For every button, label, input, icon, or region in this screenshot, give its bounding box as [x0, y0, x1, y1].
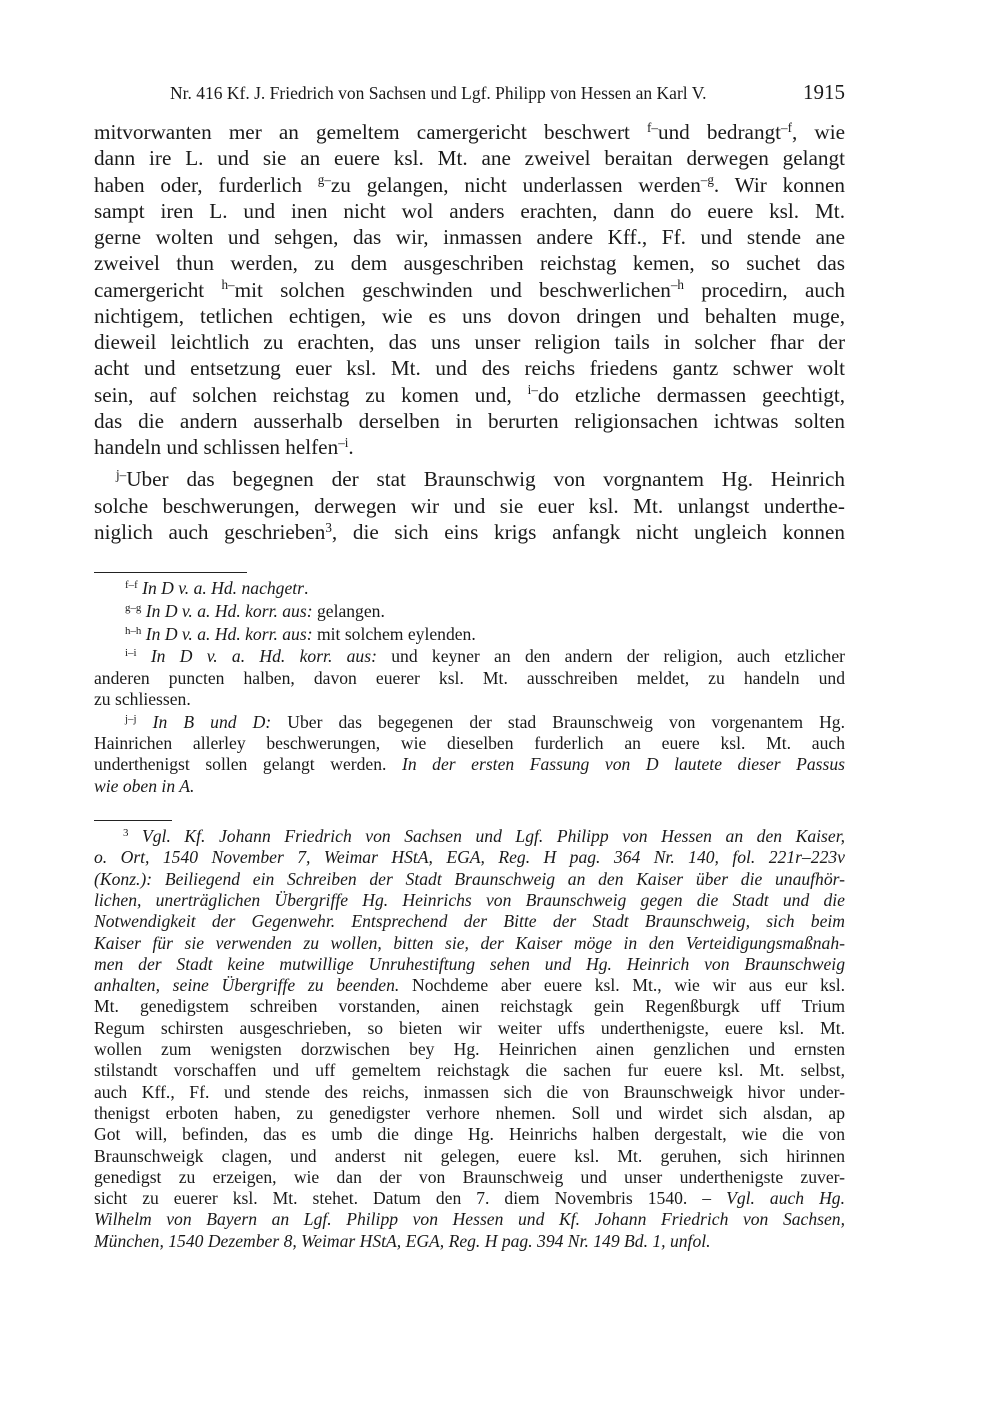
italic-text: wie oben in A. — [94, 775, 195, 796]
text-run: zu schliessen. — [94, 689, 191, 709]
text-line — [125, 578, 845, 598]
text-run — [137, 712, 153, 732]
italic-text: In D v. a. Hd. korr. aus: — [145, 600, 313, 621]
text-line — [94, 408, 845, 434]
text-line — [94, 1209, 845, 1229]
italic-text: Notwendigkeit der Gegenwehr. Entsprechend der Bitte der Stadt Braunschweig, sich beim — [94, 911, 845, 932]
text-run — [128, 826, 142, 846]
note-marker: j– — [116, 467, 127, 483]
text-line — [94, 355, 845, 381]
text-run: mit solchem eylenden. — [312, 623, 476, 644]
text-run: gelangen. — [312, 600, 385, 621]
note-marker: h– — [221, 277, 235, 293]
text-line — [94, 890, 845, 910]
text-line — [94, 975, 845, 995]
italic-text: lichen, unerträglichen Übergriffe Hg. Heinrichs von Braunschweig gegen die Stadt und die — [94, 889, 845, 910]
text-run: sampt iren L. und inen nicht wol anders erachten, dann do euere ksl. Mt. — [94, 198, 845, 223]
text-run: haben oder, furderlich — [94, 172, 318, 197]
text-line — [94, 145, 845, 171]
text-line — [94, 303, 845, 329]
text-run: zweivel thun werden, zu dem ausgeschriben reichstag kemen, so suchet das — [94, 251, 845, 276]
text-run: procedirn, auch — [683, 277, 845, 302]
text-line — [94, 198, 845, 224]
italic-text: In B und D: — [152, 711, 272, 732]
text-line — [94, 911, 845, 931]
text-line — [94, 668, 845, 688]
note-marker: f–f — [125, 579, 138, 591]
text-run: und bedrangt — [657, 120, 782, 144]
text-line — [94, 1082, 845, 1102]
text-line — [125, 712, 845, 732]
text-run: das die andern ausserhalb derselben in berurten religionsachen ichtwas solten — [94, 408, 845, 433]
text-run: underthenigst sollen gelangt werden. — [94, 754, 402, 775]
text-line — [94, 1060, 845, 1080]
text-run: Uber das begegenen der stad Braunschweig von vorgenantem Hg. — [271, 711, 845, 732]
text-run: auch Kff., Ff. und stende des reichs, inmassen sich die von Braunschweigk hivor under- — [94, 1081, 845, 1102]
note-marker: –g — [700, 172, 714, 188]
text-run: anderen puncten halben, davon euerer ksl. Mt. ausschreiben meldet, zu handeln und — [94, 667, 845, 688]
running-title: Nr. 416 Kf. J. Friedrich von Sachsen und Lgf. Philipp von Hessen an Karl V. — [170, 83, 707, 103]
text-line — [123, 826, 845, 846]
text-line — [94, 382, 845, 408]
text-line — [94, 172, 845, 198]
text-run: gerne wolten und sehgen, das wir, inmassen andere Kff., Ff. und stende ane — [94, 225, 845, 249]
text-run: handeln und schlissen helfen — [94, 435, 339, 459]
text-run: . Wir konnen — [713, 172, 845, 197]
text-run: Uber das begegnen der stat Braunschwig von vorgnantem Hg. Heinrich — [126, 467, 845, 492]
text-line — [125, 601, 845, 621]
text-line — [125, 646, 845, 666]
text-line — [94, 1039, 845, 1059]
text-line — [125, 624, 845, 644]
text-line — [94, 119, 845, 145]
text-run: . — [348, 435, 354, 459]
note-marker: g– — [317, 172, 331, 188]
italic-text: (Konz.): Beiliegend ein Schreiben der Stadt Braunschweig an den Kaiser über die unaufhör- — [94, 868, 845, 889]
text-run: nichtigem, tetlichen echtigen, wie es uns dovon dringen und behalten muge, — [94, 303, 845, 328]
note-marker: –i — [338, 434, 349, 450]
note-marker: i– — [527, 382, 538, 398]
text-run: Hainrichen allerley beschwerungen, wie dieselben furderlich an euere ksl. Mt. auch — [94, 733, 845, 754]
text-run: , die sich eins krigs anfangk nicht ungleich konnen — [331, 519, 845, 544]
text-run: stilstandt vorschaffen und uff gemeltem reichstagk die sachen fur euere ksl. Mt. selbst, — [94, 1060, 845, 1081]
text-run: , wie — [791, 120, 845, 144]
italic-text: men der Stadt keine mutwillige Unruhestiftung sehen und Hg. Heinrich von Braunschweig — [94, 953, 845, 974]
text-run: camergericht — [94, 277, 222, 302]
text-run: acht und entsetzung euer ksl. Mt. und des reichs friedens gantz schwer wolt — [94, 356, 845, 381]
italic-text: anhalten, seine Übergriffe zu beenden. — [94, 975, 400, 996]
text-line — [94, 250, 845, 276]
text-line — [94, 1018, 845, 1038]
text-run: Got will, befinden, das es umb die dinge Hg. Heinrichs halben dergestalt, wie die von — [94, 1124, 845, 1145]
text-run: . — [304, 578, 309, 598]
italic-text: In D v. a. Hd. nachgetr — [142, 578, 305, 598]
text-run: do etzliche dermassen geechtigt, — [537, 382, 846, 407]
note-marker: 3 — [123, 827, 129, 839]
note-marker: –h — [670, 277, 684, 293]
text-run: und keyner an den andern der religion, auch etzlicher — [376, 646, 845, 667]
text-line — [94, 776, 845, 796]
text-line — [94, 1188, 845, 1208]
italic-text: In D v. a. Hd. korr. aus: — [145, 623, 313, 644]
italic-text: In der ersten Fassung von D lautete dieser Passus — [401, 754, 845, 775]
note-marker: j–j — [125, 712, 137, 725]
text-run: zu gelangen, nicht underlassen werden — [330, 172, 701, 197]
text-line — [94, 519, 845, 545]
textual-notes-rule — [94, 572, 247, 573]
text-run: solche beschwerungen, derwegen wir und sie euer ksl. Mt. unlangst underthe- — [94, 493, 845, 518]
italic-text: München, 1540 Dezember 8, Weimar HStA, EGA, Reg. H pag. 394 Nr. 149 Bd. 1, unfol. — [94, 1230, 711, 1251]
text-line — [94, 277, 845, 303]
text-run: niglich auch geschrieben — [94, 519, 326, 544]
note-marker: –f — [781, 119, 792, 135]
text-run: Nochdeme aber euere ksl. Mt., wie wir aus eur ksl. — [399, 975, 845, 996]
text-run: genedigst zu erzeigen, wie dan der von Braunschweig und unser underthenigste zuver- — [94, 1166, 845, 1187]
italic-text: Vgl. Kf. Johann Friedrich von Sachsen und Lgf. Philipp von Hessen an den Kaiser, — [142, 826, 845, 846]
italic-text: In D v. a. Hd. korr. aus: — [150, 646, 377, 667]
text-line — [94, 954, 845, 974]
text-line — [94, 224, 845, 250]
note-marker: g–g — [125, 601, 142, 614]
text-line — [94, 847, 845, 867]
text-run: Mt. genedigstem schreiben vorstanden, ainen reichstagk gein Regenßburgk uff Trium — [94, 996, 845, 1017]
text-run: sein, auf solchen reichstag zu komen und, — [94, 382, 528, 407]
note-marker: h–h — [125, 624, 142, 637]
text-line — [94, 733, 845, 753]
note-marker: i–i — [125, 647, 137, 660]
text-line — [94, 329, 845, 355]
text-line — [116, 466, 845, 492]
text-run — [137, 646, 151, 666]
text-run: Regum schirsten ausgeschrieben, so bieten wir weiter uffs underthenigste, euere ksl. Mt. — [94, 1017, 845, 1038]
text-run: dieweil leichtlich zu erachten, das uns unser religion tails in solcher fhar der — [94, 330, 845, 354]
running-header — [170, 80, 845, 105]
note-marker: 3 — [325, 519, 332, 535]
text-line — [94, 933, 845, 953]
text-line — [94, 1167, 845, 1187]
text-run: mit solchen geschwinden und beschwerlichen — [234, 277, 671, 302]
text-line — [94, 1231, 845, 1251]
text-run: dann ire L. und sie an euere ksl. Mt. ane zweivel beraitan derwegen gelangt — [94, 146, 845, 171]
note-marker: f– — [647, 119, 658, 135]
text-line — [94, 1103, 845, 1123]
text-line — [94, 1146, 845, 1166]
text-line — [94, 754, 845, 774]
text-line — [94, 434, 845, 460]
text-run: thenigst erboten haben, zu genedigster verhore nhemen. Soll und wirdet sich alsdan, ap — [94, 1102, 845, 1123]
page-number: 1915 — [803, 80, 845, 104]
italic-text: Kaiser für sie verwenden zu wollen, bitten sie, der Kaiser möge in den Verteidigungsmaßnah- — [94, 932, 845, 953]
text-line — [94, 996, 845, 1016]
italic-text: Vgl. auch Hg. — [726, 1188, 845, 1209]
text-line — [94, 1124, 845, 1144]
text-run: sicht zu euerer ksl. Mt. stehet. Datum den 7. diem Novembris 1540. – — [94, 1188, 727, 1209]
text-run: wollen zum wenigsten dorzwischen bey Hg. Heinrichen ainen genzlichen und ernsten — [94, 1039, 845, 1059]
text-line — [94, 493, 845, 519]
text-line — [94, 689, 845, 709]
italic-text: Wilhelm von Bayern an Lgf. Philipp von Hessen und Kf. Johann Friedrich von Sachsen, — [94, 1209, 845, 1230]
italic-text: o. Ort, 1540 November 7, Weimar HStA, EGA, Reg. H pag. 364 Nr. 140, fol. 221r–223v — [94, 847, 845, 868]
footnotes-rule — [94, 820, 172, 821]
text-run: mitvorwanten mer an gemeltem camergericht beschwert — [94, 120, 648, 144]
text-run: Braunschweigk clagen, und anderst nit gelegen, euere ksl. Mt. geruhen, sich hirinnen — [94, 1145, 845, 1166]
text-line — [94, 869, 845, 889]
